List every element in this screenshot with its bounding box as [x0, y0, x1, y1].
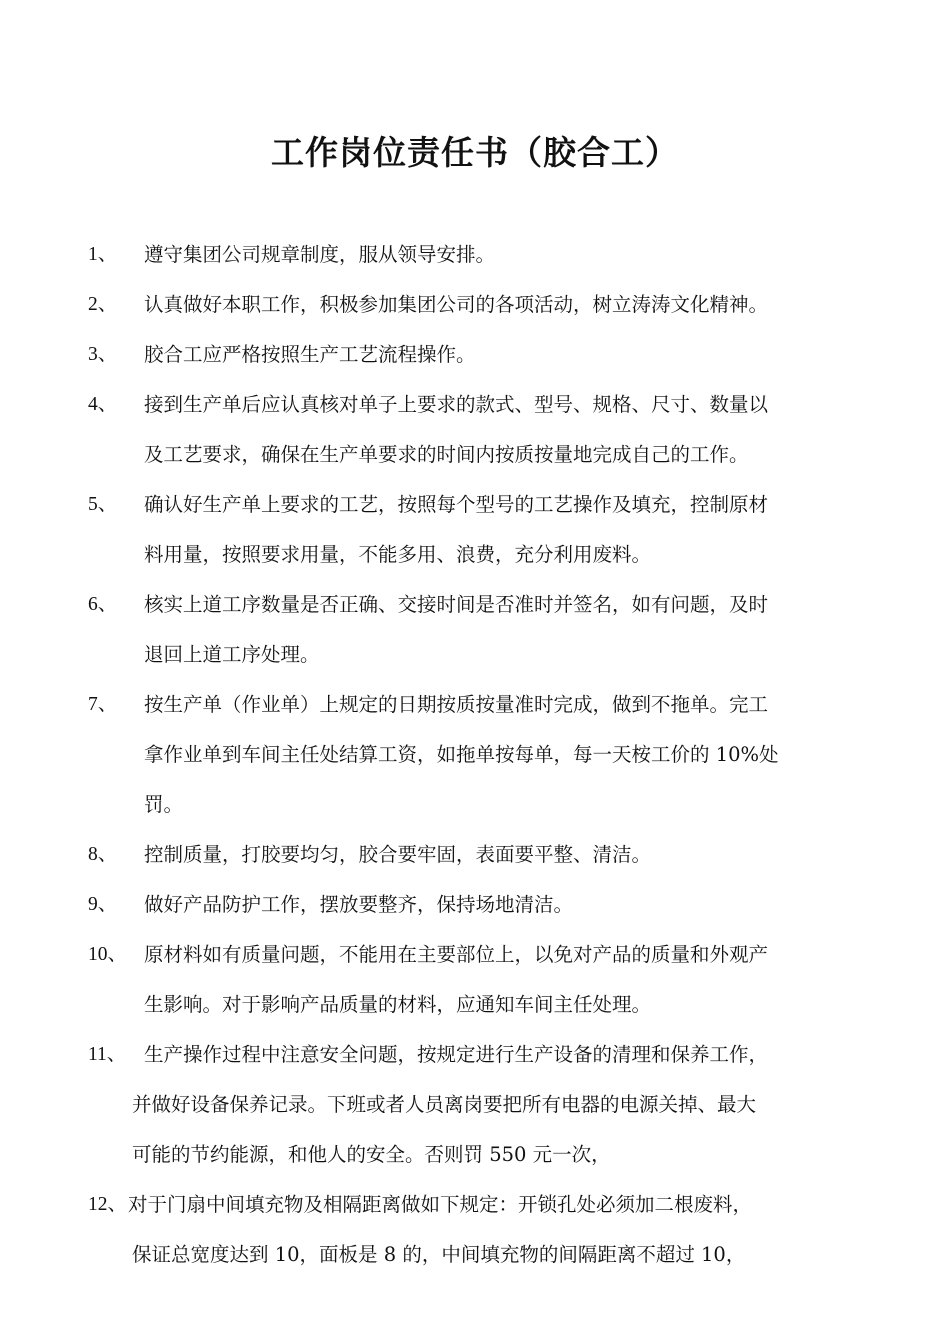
item-number: 11、 — [88, 1044, 127, 1065]
item-text: 原材料如有质量问题，不能用在主要部位上，以免对产品的质量和外观产 — [144, 943, 769, 966]
item-text: 遵守集团公司规章制度，服从领导安排。 — [144, 243, 496, 266]
item-continuation-line: 及工艺要求，确保在生产单要求的时间内按质按量地完成自己的工作。 — [144, 443, 749, 466]
item-continuation-line: 生影响。对于影响产品质量的材料，应通知车间主任处理。 — [144, 993, 652, 1016]
responsibility-list — [88, 230, 878, 1280]
list-item — [88, 480, 878, 530]
list-item — [88, 880, 878, 930]
list-item — [88, 1180, 878, 1230]
item-text: 认真做好本职工作，积极参加集团公司的各项活动，树立涛涛文化精神。 — [144, 293, 769, 316]
item-text: 确认好生产单上要求的工艺，按照每个型号的工艺操作及填充，控制原材 — [144, 493, 769, 516]
item-number: 4、 — [88, 394, 118, 415]
document-title: 工作岗位责任书（胶合工） — [271, 133, 679, 172]
item-text: 对于门扇中间填充物及相隔距离做如下规定：开锁孔处必须加二根废料， — [128, 1193, 753, 1216]
item-text: 做好产品防护工作，摆放要整齐，保持场地清洁。 — [144, 893, 574, 916]
list-item — [88, 280, 878, 330]
item-number: 12、 — [88, 1194, 128, 1215]
item-continuation-line: 料用量，按照要求用量，不能多用、浪费，充分利用废料。 — [144, 543, 652, 566]
item-number: 2、 — [88, 294, 118, 315]
item-number: 7、 — [88, 694, 118, 715]
list-item — [88, 580, 878, 630]
list-item — [88, 830, 878, 880]
list-item — [88, 680, 878, 730]
item-continuation-line: 并做好设备保养记录。下班或者人员离岗要把所有电器的电源关掉、最大 — [132, 1093, 757, 1116]
item-continuation-line: 保证总宽度达到 10，面板是 8 的，中间填充物的间隔距离不超过 10， — [132, 1243, 746, 1266]
item-number: 8、 — [88, 844, 118, 865]
item-text: 胶合工应严格按照生产工艺流程操作。 — [144, 343, 476, 366]
item-continuation-line: 拿作业单到车间主任处结算工资，如拖单按每单，每一天桉工价的 10%处 — [144, 743, 779, 766]
item-continuation-line: 罚。 — [144, 793, 184, 816]
item-text: 生产操作过程中注意安全问题，按规定进行生产设备的清理和保养工作， — [144, 1043, 769, 1066]
list-item — [88, 230, 878, 280]
item-text: 接到生产单后应认真核对单子上要求的款式、型号、规格、尺寸、数量以 — [144, 393, 769, 416]
item-continuation-line: 退回上道工序处理。 — [144, 643, 320, 666]
item-number: 6、 — [88, 594, 118, 615]
item-text: 按生产单（作业单）上规定的日期按质按量准时完成，做到不拖单。完工 — [144, 693, 769, 716]
item-number: 5、 — [88, 494, 118, 515]
list-item — [88, 380, 878, 430]
item-number: 3、 — [88, 344, 118, 365]
item-continuation-line: 可能的节约能源，和他人的安全。否则罚 550 元一次， — [132, 1143, 611, 1166]
item-text: 核实上道工序数量是否正确、交接时间是否准时并签名，如有问题，及时 — [144, 593, 769, 616]
item-number: 1、 — [88, 244, 118, 265]
list-item — [88, 1030, 878, 1080]
item-number: 10、 — [88, 944, 128, 965]
item-number: 9、 — [88, 894, 118, 915]
list-item — [88, 930, 878, 980]
list-item — [88, 330, 878, 380]
item-text: 控制质量，打胶要均匀，胶合要牢固，表面要平整、清洁。 — [144, 843, 652, 866]
